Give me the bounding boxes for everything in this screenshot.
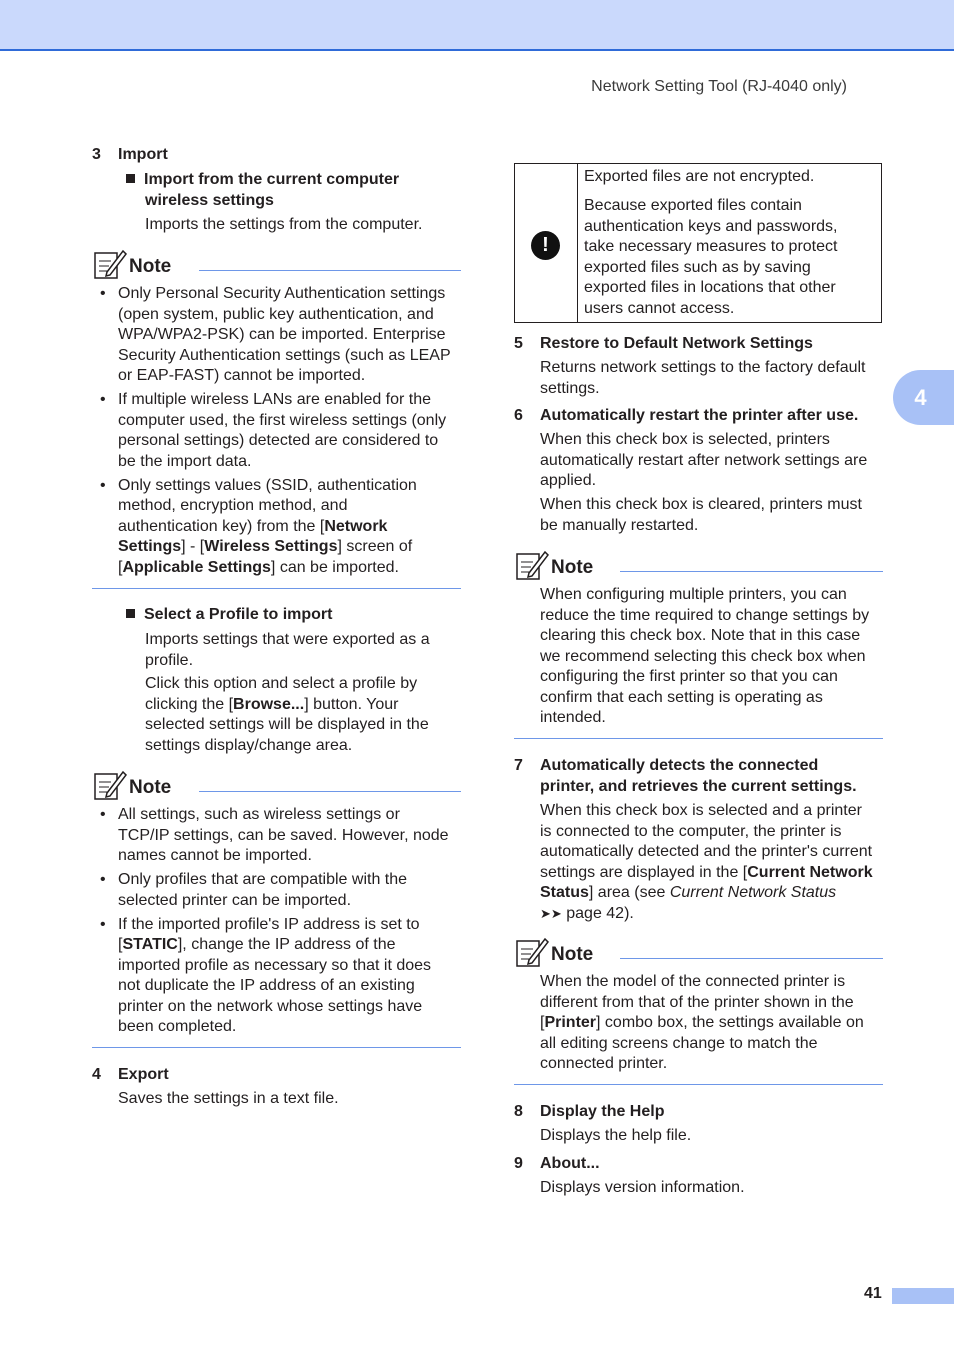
step-desc: When this check box is selected, printers automatically restart after network settings are applied.	[540, 431, 868, 489]
sub-option-desc: Imports settings that were exported as a profile.	[145, 631, 430, 669]
sub-option-desc: Imports the settings from the computer.	[145, 216, 423, 233]
note-item: • Only profiles that are compatible with the selected printer can be imported.	[92, 870, 464, 911]
note-header	[93, 769, 461, 801]
warning-text: Because exported files contain authentication keys and passwords, take necessary measures to protect exported files such as by saving exported files in locations that other users cannot access.	[584, 197, 838, 317]
warning-divider	[577, 164, 578, 322]
step-desc: When this check box is cleared, printers must be manually restarted.	[540, 496, 862, 534]
step-number: 4	[92, 1066, 101, 1083]
exclamation-icon: !	[531, 231, 560, 260]
warning-text: Exported files are not encrypted.	[584, 168, 815, 185]
note-end-rule	[92, 588, 461, 589]
step-desc: Saves the settings in a text file.	[118, 1090, 339, 1107]
note-label: Note	[129, 777, 172, 798]
note-item: • Only settings values (SSID, authentication method, encryption method, and authentication key) from the [Network Settings] - [Wireless Settings] screen of [Applicable Settings] can be imported.	[92, 476, 464, 579]
note-end-rule	[514, 738, 883, 739]
cross-reference-link[interactable]: Current Network Status	[669, 884, 837, 901]
note-text: When configuring multiple printers, you can reduce the time required to change settings by clearing this check box. Note that in this case we recommend selecting this check box when configuring the first printer so that you can confirm that each setting is operating as intended.	[540, 586, 870, 726]
note-header	[515, 549, 883, 581]
sub-option-title-cont: wireless settings	[145, 192, 274, 209]
step-title: Automatically restart the printer after use.	[540, 407, 859, 424]
note-header	[93, 248, 461, 280]
step-number: 9	[514, 1155, 523, 1172]
note-pencil-icon	[93, 248, 127, 280]
note-pencil-icon	[515, 936, 549, 968]
note-item: • Only Personal Security Authentication settings (open system, public key authentication, and WPA/WPA2-PSK) can be imported. Enterprise Security Authentication settings (such as LEAP or EAP-FAST) cannot be imported.	[92, 284, 464, 387]
sub-option-title: Select a Profile to import	[126, 605, 332, 626]
warning-box	[514, 163, 882, 323]
note-item: • All settings, such as wireless settings or TCP/IP settings, can be saved. However, node names cannot be imported.	[92, 805, 464, 867]
note-rule	[620, 958, 883, 959]
note-label: Note	[129, 256, 172, 277]
note-label: Note	[551, 944, 594, 965]
page-number-bar	[892, 1288, 954, 1304]
note-item: • If multiple wireless LANs are enabled for the computer used, the first wireless settings (only personal settings) detected are considered to be the import data.	[92, 390, 464, 472]
square-bullet-icon	[126, 609, 135, 618]
note-pencil-icon	[93, 769, 127, 801]
note-item: • If the imported profile's IP address is set to [STATIC], change the IP address of the imported profile as necessary so that it does not duplicate the IP address of an existing printer on the network whose settings have been completed.	[92, 915, 464, 1038]
note-end-rule	[514, 1084, 883, 1085]
note-text: When the model of the connected printer is different from that of the printer shown in the [Printer] combo box, the settings available on all editing screens change to match the connected printer.	[540, 973, 864, 1072]
step-title: About...	[540, 1155, 600, 1172]
step-title: Import	[118, 146, 168, 163]
step-number: 3	[92, 146, 101, 163]
chapter-tab: 4	[893, 370, 954, 425]
step-desc: Returns network settings to the factory default settings.	[540, 359, 866, 397]
step-desc: Displays the help file.	[540, 1127, 692, 1144]
step-desc: When this check box is selected and a printer is connected to the computer, the printer is automatically detected and the printer's current settings are displayed in the [Current Network Status] area (see Current Network Status ➤➤ page 42).	[540, 802, 873, 922]
note-list	[92, 284, 464, 582]
step-number: 5	[514, 335, 523, 352]
sub-option-desc: Click this option and select a profile by clicking the [Browse...] button. Your selected settings will be displayed in the settings display/change area.	[145, 675, 429, 754]
double-arrow-icon: ➤➤	[540, 905, 562, 921]
step-number: 6	[514, 407, 523, 424]
top-banner	[0, 0, 954, 51]
page-number: 41	[864, 1285, 882, 1302]
sub-option-title: Import from the current computer	[126, 170, 399, 191]
note-end-rule	[92, 1047, 461, 1048]
note-list	[92, 805, 464, 1041]
step-title: Restore to Default Network Settings	[540, 335, 813, 352]
square-bullet-icon	[126, 174, 135, 183]
step-title: Export	[118, 1066, 169, 1083]
note-label: Note	[551, 557, 594, 578]
step-title: Automatically detects the connected printer, and retrieves the current settings.	[540, 757, 857, 795]
step-number: 7	[514, 757, 523, 774]
note-pencil-icon	[515, 549, 549, 581]
note-rule	[199, 270, 461, 271]
step-desc: Displays version information.	[540, 1179, 745, 1196]
step-number: 8	[514, 1103, 523, 1120]
note-rule	[620, 571, 883, 572]
step-title: Display the Help	[540, 1103, 665, 1120]
note-header	[515, 936, 883, 968]
running-header: Network Setting Tool (RJ-4040 only)	[591, 78, 847, 95]
note-rule	[199, 791, 461, 792]
